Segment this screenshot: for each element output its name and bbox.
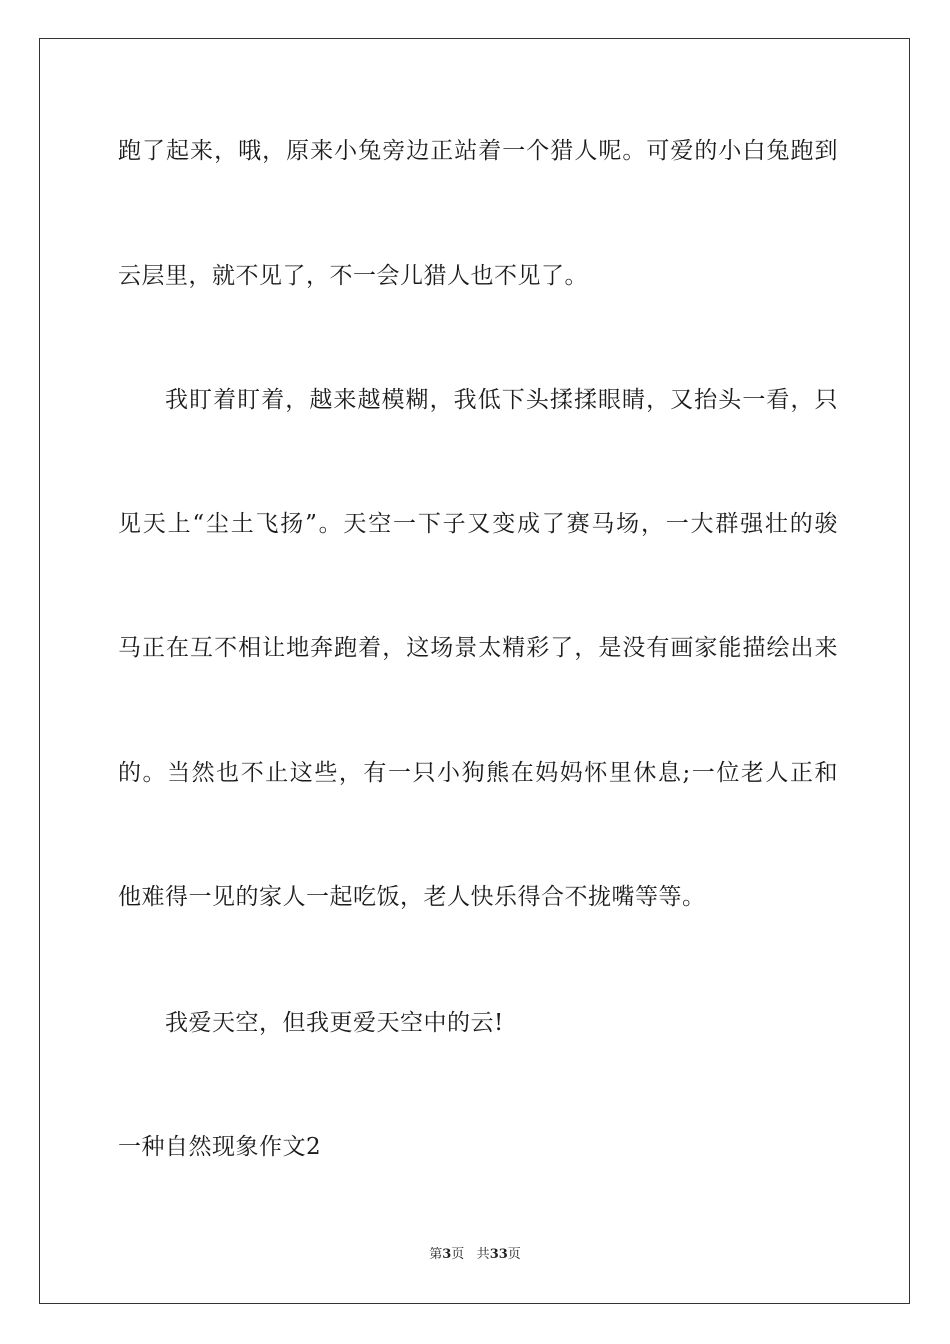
- paragraph-line-8: 我爱天空，但我更爱天空中的云!: [165, 1010, 504, 1036]
- footer-page-suffix: 页: [451, 1247, 465, 1262]
- paragraph-line-4: 见天上“尘土飞扬”。天空一下子又变成了赛马场，一大群强壮的骏: [118, 511, 838, 537]
- footer-total-prefix: 共: [476, 1247, 490, 1262]
- paragraph-line-1: 跑了起来，哦，原来小兔旁边正站着一个猎人呢。可爱的小白兔跑到: [118, 138, 838, 164]
- paragraph-line-5: 马正在互不相让地奔跑着，这场景太精彩了，是没有画家能描绘出来: [118, 635, 838, 661]
- paragraph-line-7: 他难得一见的家人一起吃饭，老人快乐得合不拢嘴等等。: [118, 884, 706, 910]
- page-footer: [0, 1246, 950, 1264]
- footer-total-suffix: 页: [507, 1247, 521, 1262]
- section-heading: 一种自然现象作文2: [118, 1134, 322, 1160]
- footer-page-number: 3: [442, 1247, 452, 1262]
- paragraph-line-6: 的。当然也不止这些，有一只小狗熊在妈妈怀里休息;一位老人正和: [118, 760, 838, 786]
- paragraph-line-3: 我盯着盯着，越来越模糊，我低下头揉揉眼睛，又抬头一看，只: [165, 387, 838, 413]
- page-border: [39, 38, 910, 1304]
- footer-page-prefix: 第: [429, 1247, 443, 1262]
- paragraph-line-2: 云层里，就不见了，不一会儿猎人也不见了。: [118, 263, 588, 289]
- footer-total-number: 33: [489, 1247, 508, 1262]
